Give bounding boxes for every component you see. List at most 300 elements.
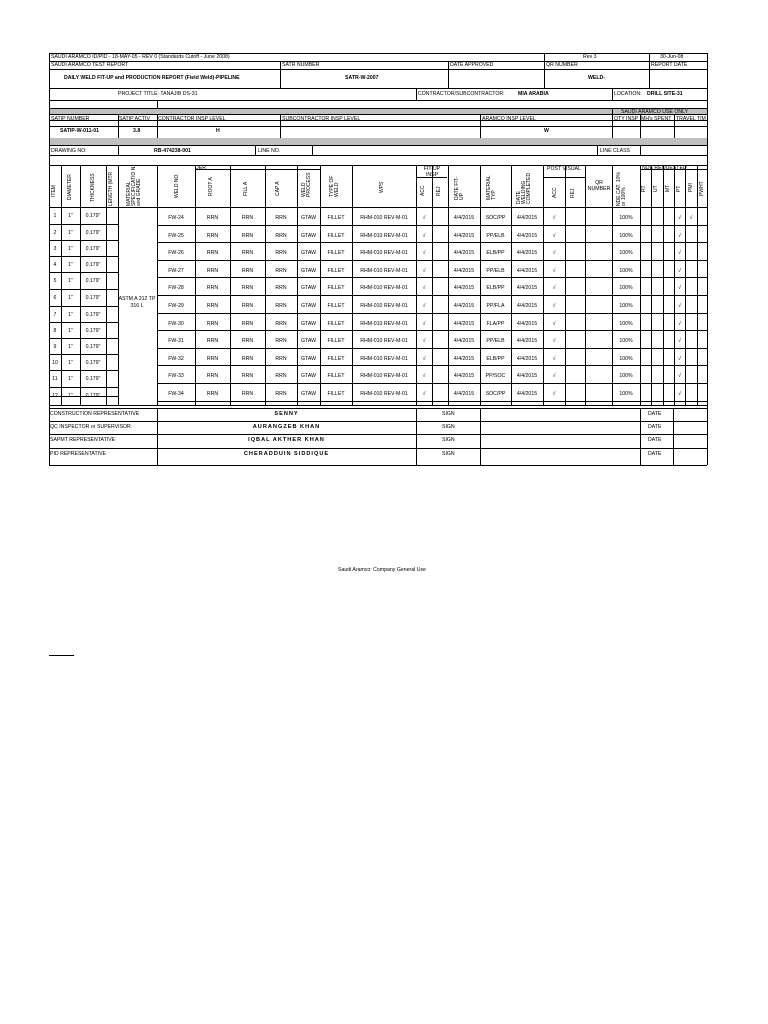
grid-col-line <box>118 165 119 405</box>
nde-category: 100% <box>619 338 633 345</box>
weld-process: GTAW <box>301 355 316 362</box>
signature-row-line <box>49 448 707 449</box>
weld-row-line <box>157 330 707 331</box>
col-wps: WPS <box>379 181 385 193</box>
footer-text: Saudi Aramco: Company General Use <box>338 567 426 573</box>
item-row-line <box>49 289 118 290</box>
col-welder-id: DER <box>195 165 206 171</box>
item-diameter: 1" <box>68 246 73 252</box>
item-thickness: 0.179" <box>85 360 101 366</box>
col-pt: PT <box>676 185 682 192</box>
weld-number: FW-33 <box>168 373 184 380</box>
item-diameter: 1" <box>68 312 73 318</box>
item-diameter: 1" <box>68 230 73 236</box>
weld-type: FILLET <box>327 285 345 292</box>
nde-category: 100% <box>619 285 633 292</box>
weld-wps: RHM-010 REV-M-01 <box>360 355 408 362</box>
weld-fill: RRN <box>241 373 254 380</box>
form-rev: Rev 3 <box>583 54 597 60</box>
weld-number: FW-24 <box>168 215 184 221</box>
signature-role: PID REPRESENTATIVE <box>50 451 107 457</box>
item-thickness: 0.179" <box>85 376 101 382</box>
item-row-line <box>49 322 118 323</box>
signature-sign-label: SIGN <box>442 437 455 443</box>
signature-col-line <box>640 408 641 465</box>
weld-row-line <box>157 277 707 278</box>
drawing-no-label: DRAWING NO: <box>51 148 87 154</box>
weld-number: FW-30 <box>168 320 184 327</box>
project-title: PROJECT TITLE: TANAJIB DS-31 <box>118 91 198 97</box>
signature-col-line <box>416 408 417 465</box>
fitup-acc-check: √ <box>422 232 426 239</box>
satr-number: SATR-W-2007 <box>345 75 379 81</box>
pt-check: √ <box>678 391 681 397</box>
weld-wps: RHM-010 REV-M-01 <box>360 215 408 221</box>
grid-col-line <box>707 165 708 405</box>
location-label: LOCATION: <box>614 91 642 97</box>
weld-cap: RRN <box>275 373 287 380</box>
fitup-date: 4/4/2015 <box>453 250 475 257</box>
col-weld-process: WELD PROCESS <box>301 172 312 197</box>
welding-date: 4/4/2015 <box>516 215 538 221</box>
grid-col-line <box>663 165 664 405</box>
subcontractor-insp-label: SUBCONTRACTOR INSP LEVEL <box>282 116 361 122</box>
item-row-line <box>49 256 118 257</box>
weld-process: GTAW <box>301 232 316 239</box>
form-rev-date: 30-Jun-08 <box>660 54 684 60</box>
grid-col-line <box>49 165 50 405</box>
col-material-type: MATERIAL TYP <box>486 175 497 200</box>
grid-col-line <box>432 165 433 405</box>
weld-root: RRN <box>206 355 219 362</box>
pt-check: √ <box>678 232 681 239</box>
aramco-insp: W <box>544 128 549 134</box>
weld-row-line <box>157 313 707 314</box>
weld-type: FILLET <box>327 391 345 397</box>
pt-check: √ <box>678 355 681 362</box>
item-thickness: 0.179" <box>85 262 101 268</box>
grid-col-line <box>106 165 107 405</box>
signature-date-label: DATE <box>648 437 662 443</box>
welding-date: 4/4/2015 <box>516 303 538 309</box>
weld-cap: RRN <box>275 285 287 292</box>
pt-check: √ <box>678 285 681 292</box>
item-diameter: 1" <box>68 393 73 399</box>
satr-number-label: SATR NUMBER <box>282 62 320 68</box>
weld-type: FILLET <box>327 355 345 362</box>
weld-number: FW-25 <box>168 232 184 239</box>
weld-fill: RRN <box>241 232 254 239</box>
signature-name: AURANGZEB KHAN <box>252 424 321 430</box>
item-diameter: 1" <box>68 376 73 382</box>
material-type: ELB/PP <box>486 285 505 292</box>
item-number: 2 <box>53 230 57 236</box>
welding-date: 4/4/2015 <box>516 338 538 345</box>
weld-type: FILLET <box>327 373 345 380</box>
item-number: 5 <box>53 278 57 284</box>
weld-process: GTAW <box>301 285 316 292</box>
nde-category: 100% <box>619 250 633 257</box>
welding-date: 4/4/2015 <box>516 267 538 274</box>
table-bottom-line <box>49 405 707 406</box>
aramco-insp-label: ARAMCO INSP LEVEL <box>482 116 536 122</box>
drawing-no: RB-474238-001 <box>154 148 191 154</box>
item-number: 3 <box>53 246 57 252</box>
weld-wps: RHM-010 REV-M-01 <box>360 267 408 274</box>
fitup-acc-check: √ <box>422 373 426 380</box>
item-diameter: 1" <box>68 213 73 219</box>
weld-process: GTAW <box>301 303 316 309</box>
signature-date-label: DATE <box>648 451 662 457</box>
signature-role: CONSTRUCTION REPRESENTATIVE <box>50 411 140 417</box>
weld-row-line <box>157 295 707 296</box>
fitup-date: 4/4/2015 <box>453 355 475 362</box>
col-fill: FILL A <box>243 181 249 196</box>
weld-fill: RRN <box>241 267 254 274</box>
weld-wps: RHM-010 REV-M-01 <box>360 320 408 327</box>
fitup-date: 4/4/2015 <box>453 338 475 345</box>
fitup-date: 4/4/2015 <box>453 285 475 292</box>
weld-root: RRN <box>206 391 219 397</box>
weld-root: RRN <box>206 215 219 221</box>
grid-col-line <box>640 165 641 405</box>
weld-root: RRN <box>206 338 219 345</box>
col-rt: RT <box>641 185 647 192</box>
nde-category: 100% <box>619 391 633 397</box>
mh-spent-label: MH's SPENT <box>641 116 672 122</box>
signature-role: QC INSPECTOR or SUPERVISOR <box>50 424 131 430</box>
welding-date: 4/4/2015 <box>516 355 538 362</box>
weld-fill: RRN <box>241 250 254 257</box>
item-thickness: 0.179" <box>85 213 101 219</box>
grid-col-line <box>565 165 566 405</box>
weld-row-line <box>157 260 707 261</box>
welding-date: 4/4/2015 <box>516 320 538 327</box>
grid-col-line <box>585 165 586 405</box>
signature-role: SAPMT REPRESENTATIVE <box>50 437 116 443</box>
item-thickness: 0.179" <box>85 246 101 252</box>
travel-time-label: TRAVEL TIM <box>676 116 706 122</box>
welding-date: 4/4/2015 <box>516 232 538 239</box>
location-value: DRILL SITE-31 <box>647 91 683 97</box>
weld-number: FW-32 <box>168 355 184 362</box>
contractor-insp-label: CONTRACTOR INSP LEVEL <box>158 116 226 122</box>
item-number: 10 <box>52 360 58 366</box>
grid-col-line <box>80 165 81 405</box>
weld-cap: RRN <box>275 267 287 274</box>
nde-category: 100% <box>619 267 633 274</box>
nde-category: 100% <box>619 355 633 362</box>
col-root: ROOT A <box>208 177 214 196</box>
fitup-acc-check: √ <box>422 320 426 327</box>
qr-number-label: QR NUMBER <box>546 62 578 68</box>
weld-root: RRN <box>206 232 219 239</box>
item-number: 8 <box>53 328 57 334</box>
weld-root: RRN <box>206 285 219 292</box>
visual-acc-check: √ <box>552 285 556 292</box>
fitup-acc-check: √ <box>422 285 426 292</box>
grid-col-line <box>697 165 698 405</box>
fitup-acc-check: √ <box>422 267 426 274</box>
fitup-date: 4/4/2015 <box>453 267 475 274</box>
qr-number: WELD- <box>588 75 605 81</box>
satip-activity: 3.8 <box>133 128 141 134</box>
fitup-date: 4/4/2015 <box>453 215 475 221</box>
weld-type: FILLET <box>327 267 345 274</box>
weld-number: FW-31 <box>168 338 184 345</box>
item-diameter: 1" <box>68 328 73 334</box>
weld-cap: RRN <box>275 215 287 221</box>
weld-type: FILLET <box>327 232 345 239</box>
weld-fill: RRN <box>241 355 254 362</box>
col-item: ITEM <box>51 185 57 197</box>
pt-check: √ <box>678 373 681 380</box>
visual-acc-check: √ <box>552 373 556 380</box>
item-row-line <box>49 338 118 339</box>
pt-check: √ <box>678 303 681 309</box>
col-length: LENGTH (MTR <box>108 171 114 206</box>
contractor-value: MIA ARABIA <box>518 91 549 97</box>
weld-number: FW-27 <box>168 267 184 274</box>
weld-root: RRN <box>206 320 219 327</box>
weld-number: FW-28 <box>168 285 184 292</box>
nde-category: 100% <box>619 232 633 239</box>
item-thickness: 0.179" <box>85 295 101 301</box>
col-type-of-weld: TYPE OF WELD <box>329 175 340 197</box>
col-pmi: PMI <box>688 183 694 192</box>
material-type: SOC/PP <box>485 391 506 397</box>
weld-wps: RHM-010 REV-M-01 <box>360 250 408 257</box>
weld-wps: RHM-010 REV-M-01 <box>360 285 408 292</box>
fitup-acc-check: √ <box>422 355 426 362</box>
col-date-welding: DATE WELDING COMPLETED <box>516 172 532 204</box>
weld-root: RRN <box>206 303 219 309</box>
weld-wps: RHM-010 REV-M-01 <box>360 303 408 309</box>
signature-date-label: DATE <box>648 424 662 430</box>
report-title: DAILY WELD FIT-UP and PRODUCTION REPORT (Field Weld)-PIPELINE <box>64 75 240 81</box>
col-diameter: DIAMETER <box>67 174 73 200</box>
material-type: SOC/PP <box>485 215 506 221</box>
aramco-use-only: SAUDI ARAMCO USE ONLY <box>621 109 689 115</box>
col-nde-requested: NDE REQUESTED <box>642 165 687 171</box>
grid-col-line <box>61 165 62 405</box>
weld-row-line <box>157 225 707 226</box>
weld-type: FILLET <box>327 250 345 257</box>
col-qr-number: QR NUMBER <box>587 180 611 192</box>
col-ut: UT <box>653 185 659 192</box>
signature-name: CHERADDUIN SIDDIQUE <box>243 451 330 457</box>
satip-number: SATIP-W-011-01 <box>60 128 100 134</box>
satip-number-label: SATIP NUMBER <box>51 116 90 122</box>
col-cap: CAP A <box>275 181 281 196</box>
pt-check: √ <box>678 250 681 257</box>
material-type: PP/SOC <box>485 373 506 380</box>
visual-acc-check: √ <box>552 355 556 362</box>
item-row-line <box>49 224 118 225</box>
visual-acc-check: √ <box>552 303 556 309</box>
item-row-line <box>49 306 118 307</box>
signature-sign-label: SIGN <box>442 411 455 417</box>
weld-process: GTAW <box>301 250 316 257</box>
material-type: FLA/PP <box>486 320 505 327</box>
nde-category: 100% <box>619 320 633 327</box>
form-id: SAUDI ARAMCO ID/PID - 18-MAY-05 - REV 0 (Standards Cutoff - June 2008) <box>51 54 230 60</box>
visual-acc-check: √ <box>552 320 556 327</box>
fitup-date: 4/4/2015 <box>453 373 475 380</box>
item-diameter: 1" <box>68 295 73 301</box>
weld-wps: RHM-010 REV-M-01 <box>360 232 408 239</box>
item-number: 9 <box>53 344 57 350</box>
material-type: PP/ELB <box>486 232 505 239</box>
weld-root: RRN <box>206 267 219 274</box>
weld-process: GTAW <box>301 391 316 397</box>
weld-row-line <box>157 401 707 402</box>
item-number: 6 <box>53 295 57 301</box>
contractor-label: CONTRACTOR/SUBCONTRACTOR: <box>418 91 505 97</box>
item-diameter: 1" <box>68 262 73 268</box>
weld-type: FILLET <box>327 338 345 345</box>
welding-date: 4/4/2015 <box>516 285 538 292</box>
weld-process: GTAW <box>301 338 316 345</box>
weld-process: GTAW <box>301 267 316 274</box>
test-report-label: SAUDI ARAMCO TEST REPORT <box>51 62 129 68</box>
pmi-check: √ <box>689 215 693 221</box>
item-thickness: 0.179" <box>85 328 101 334</box>
fitup-acc-check: √ <box>422 215 426 221</box>
col-visual-rej: REJ <box>570 188 576 198</box>
signature-name: SENNY <box>274 411 299 417</box>
visual-acc-check: √ <box>552 267 556 274</box>
visual-acc-check: √ <box>552 232 556 239</box>
signature-col-line <box>480 408 481 465</box>
weld-process: GTAW <box>301 320 316 327</box>
report-date-label: REPORT DATE <box>651 62 688 68</box>
col-date-fitup: DATE FIT-UP <box>454 176 465 200</box>
col-thickness: THICKNESS <box>90 173 96 202</box>
signature-sign-label: SIGN <box>442 424 455 430</box>
col-visual-acc: ACC <box>552 187 558 198</box>
weld-wps: RHM-010 REV-M-01 <box>360 391 408 397</box>
item-number: 12 <box>52 393 58 399</box>
fitup-date: 4/4/2015 <box>453 303 475 309</box>
nde-category: 100% <box>619 373 633 380</box>
item-number: 7 <box>53 312 57 318</box>
visual-acc-check: √ <box>552 338 556 345</box>
signature-row-line <box>49 408 707 409</box>
fitup-date: 4/4/2015 <box>453 391 475 397</box>
item-thickness: 0.179" <box>85 393 101 399</box>
weld-cap: RRN <box>275 338 287 345</box>
weld-cap: RRN <box>275 391 287 397</box>
col-material-spec: MATERIAL SPECIFICATIO N and GRADE <box>126 166 142 206</box>
visual-acc-check: √ <box>552 391 556 397</box>
nde-category: 100% <box>619 215 633 221</box>
weld-root: RRN <box>206 250 219 257</box>
weld-type: FILLET <box>327 303 345 309</box>
pt-check: √ <box>678 215 681 221</box>
item-thickness: 0.179" <box>85 278 101 284</box>
nde-category: 100% <box>619 303 633 309</box>
col-nde-cat: NDE CAT. 10% or 100% <box>616 172 627 206</box>
item-row-line <box>49 387 118 388</box>
fitup-acc-check: √ <box>422 303 426 309</box>
weld-fill: RRN <box>241 303 254 309</box>
signature-name: IQBAL AKTHER KHAN <box>248 437 325 443</box>
signature-date-label: DATE <box>648 411 662 417</box>
col-fitup-rej: REJ <box>436 186 442 196</box>
weld-type: FILLET <box>327 320 345 327</box>
visual-acc-check: √ <box>552 215 556 221</box>
item-number: 1 <box>53 213 57 219</box>
weld-cap: RRN <box>275 250 287 257</box>
item-row-line <box>49 240 118 241</box>
item-number: 4 <box>53 262 57 268</box>
weld-row-line <box>157 242 707 243</box>
col-fitup-acc: ACC <box>420 185 426 196</box>
fitup-date: 4/4/2015 <box>453 232 475 239</box>
weld-wps: RHM-010 REV-M-01 <box>360 338 408 345</box>
weld-number: FW-26 <box>168 250 184 257</box>
signature-col-line <box>673 408 674 465</box>
weld-wps: RHM-010 REV-M-01 <box>360 373 408 380</box>
item-row-line <box>49 272 118 273</box>
weld-row-line <box>157 348 707 349</box>
weld-fill: RRN <box>241 320 254 327</box>
signature-row-line <box>49 465 707 466</box>
signature-row-line <box>49 434 707 435</box>
pt-check: √ <box>678 338 681 345</box>
line-class-label: LINE CLASS <box>600 148 630 154</box>
weld-cap: RRN <box>275 303 287 309</box>
welding-date: 4/4/2015 <box>516 373 538 380</box>
item-row-line <box>49 354 118 355</box>
item-row-line <box>49 370 118 371</box>
satip-activity-label: SATIP ACTIV <box>119 116 150 122</box>
fitup-acc-check: √ <box>422 391 426 397</box>
item-diameter: 1" <box>68 278 73 284</box>
item-thickness: 0.179" <box>85 230 101 236</box>
material-spec: ASTM A 312 TP 316 L <box>118 296 156 309</box>
item-thickness: 0.179" <box>85 344 101 350</box>
col-post-visual: POST VISUAL <box>547 166 581 172</box>
qty-insp-label: QTY INSP <box>614 116 639 122</box>
visual-acc-check: √ <box>552 250 556 257</box>
weld-cap: RRN <box>275 232 287 239</box>
signature-sign-label: SIGN <box>442 451 455 457</box>
weld-cap: RRN <box>275 355 287 362</box>
welding-date: 4/4/2015 <box>516 250 538 257</box>
pt-check: √ <box>678 267 681 274</box>
item-number: 11 <box>52 376 58 382</box>
weld-fill: RRN <box>241 215 254 221</box>
col-fitup-insp: FIT-UP INSP <box>423 166 441 178</box>
signature-row-line <box>49 421 707 422</box>
weld-root: RRN <box>206 373 219 380</box>
col-mt: MT <box>665 184 671 192</box>
material-type: ELB/PP <box>486 250 505 257</box>
contractor-insp: H <box>216 128 220 134</box>
material-type: PP/ELB <box>486 267 505 274</box>
weld-number: FW-29 <box>168 303 184 309</box>
fitup-acc-check: √ <box>422 250 426 257</box>
weld-cap: RRN <box>275 320 287 327</box>
date-approved-label: DATE APPROVED <box>450 62 494 68</box>
col-weld-no: WELD NO. <box>174 173 180 198</box>
material-type: PP/FLA <box>486 303 505 309</box>
fitup-date: 4/4/2015 <box>453 320 475 327</box>
grid-col-line <box>685 165 686 405</box>
footer-rule <box>49 655 74 656</box>
